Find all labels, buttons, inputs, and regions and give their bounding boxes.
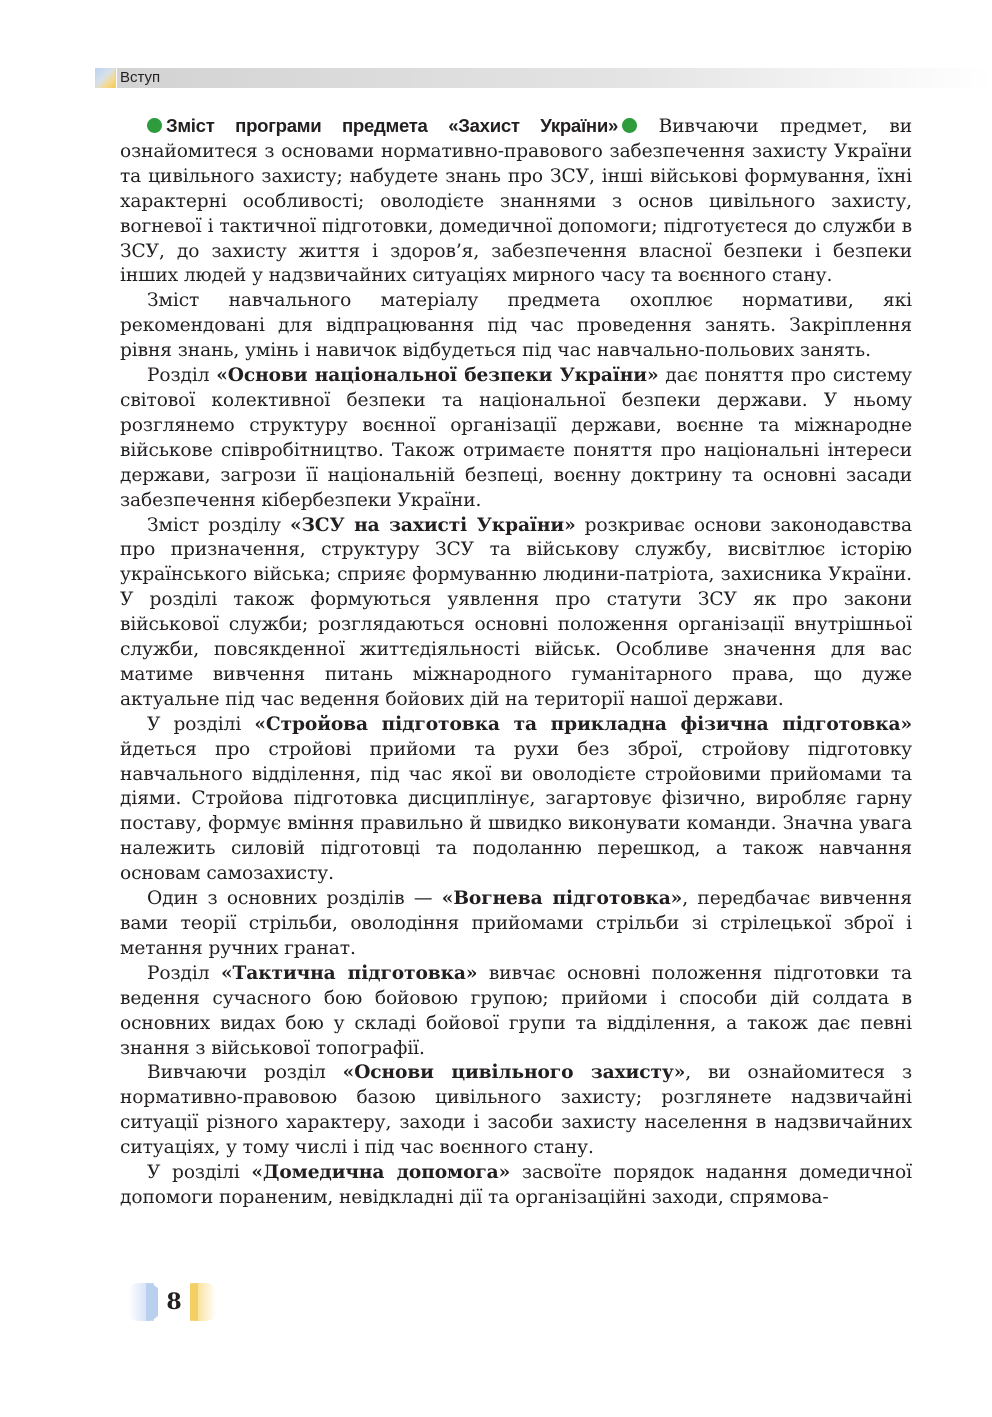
paragraph [120, 887, 912, 962]
section-name: «Стройова підготовка та прикладна фізична підготовка» [254, 713, 912, 735]
paragraph-text: дає поняття про систему світової колективної безпеки та національної безпеки держави. У ньому розглянемо структуру воєнної організації держави, воєнне та міжнародне військове співробітництво. Також отримаєте поняття про національні інтереси держави, загрози її національній безпеці, воєнну доктрину та основні засади забезпечення кібербезпеки України. [120, 365, 913, 511]
paragraph-text: Розділ [147, 365, 217, 387]
green-bullet-icon [622, 118, 637, 133]
paragraph-text: Вивчаючи предмет, ви ознайомитеся з основами нормативно-правового забезпечення захисту України та цивільного захисту; набудете знань про ЗСУ, інші військові формування, їхні характерні особливості; оволодієте знаннями з основ цивільного захисту, вогневої і тактичної підготовки, домедичної допомоги; підготуєтеся до служби в ЗСУ, до захисту життя і здоров’я, забезпечення власної безпеки і безпеки інших людей у надзвичайних ситуаціях мирного часу та воєнного стану. [120, 116, 912, 287]
body-text [120, 114, 912, 1211]
paragraph-text: Розділ [147, 962, 221, 984]
header-bar [95, 68, 992, 88]
paragraph-text: , ви ознайомитеся з нормативно-правовою базою цивільного захисту; розглянете надзвичайні ситуації різного характеру, заходи і засоби захисту населення в надзвичайних ситуаціях, у тому числі і під час воєнного стану. [120, 1062, 912, 1159]
paragraph [120, 1061, 912, 1161]
paragraph-text: , передбачає вивчення вами теорії стрільби, оволодіння прийомами стрільби зі стрілецької зброї і метання ручних гранат. [120, 888, 912, 959]
paragraph [120, 364, 912, 513]
paragraph-text: У розділі [147, 1162, 252, 1184]
intro-paragraph [120, 114, 912, 289]
paragraph-text: розкриває основи законодавства про призначення, структуру ЗСУ та військову службу, висвітлює історію українського війська; сприяє формуванню людини-патріота, захисника України. У розділі також формуються уявлення про статути ЗСУ як про закони військової служби; розглядаються основні положення організації внутрішньої служби, повсякденної життєдіяльності військ. Особливе значення для вас матиме вивчення питань міжнародного гуманітарного права, що дуже актуальне під час ведення бойових дій на території нашої держави. [120, 514, 912, 710]
section-name: «Вогнева підготовка» [441, 888, 683, 910]
green-bullet-icon [147, 118, 162, 133]
paragraph [120, 713, 912, 887]
page-number: 8 [166, 1289, 182, 1315]
page-number-tab [128, 1283, 216, 1321]
paragraph [120, 289, 912, 364]
section-name: «Основи національної безпеки України» [216, 365, 659, 387]
running-header-title: Вступ [120, 69, 161, 86]
section-lead-title: Зміст програми предмета «Захист України» [166, 115, 618, 136]
section-name: «Тактична підготовка» [220, 962, 478, 984]
section-name: «ЗСУ на захисті України» [289, 514, 576, 536]
paragraph-text: У розділі [147, 713, 255, 735]
section-name: «Домедична допомога» [251, 1162, 511, 1184]
paragraph-text: Зміст розділу [147, 514, 290, 536]
paragraph-text: йдеться про стройові прийоми та рухи без зброї, стройову підготовку навчального відділення, під час якої ви оволодієте стройовими прийомами та діями. Стройова підготовка дисциплінує, загартовує фізично, виробляє гарну поставу, формує вміння правильно й швидко виконувати команди. Значна увага належить силовій підготовці та подоланню перешкод, а також навчання основам самозахисту. [120, 738, 912, 885]
header-divider [116, 68, 117, 88]
paragraph-text: Зміст навчального матеріалу предмета охоплює нормативи, які рекомендовані для відпрацювання під час проведення занять. Закріплення рівня знань, умінь і навичок відбудеться під час навчально-польових занять. [120, 290, 912, 362]
paragraph-text: засвоїте порядок надання домедичної допомоги пораненим, невідкладні дії та організаційні заходи, спрямова- [120, 1162, 913, 1208]
paragraph-text: Один з основних розділів — [147, 888, 442, 910]
paragraph-text: вивчає основні положення підготовки та ведення сучасного бою бойовою групою; прийоми і способи дій солдата в основних видах бою у складі бойової групи та відділення, а також дає певні знання з військової топографії. [120, 962, 913, 1059]
paragraph [120, 514, 912, 713]
header-corner-icon [95, 68, 115, 88]
paragraph [120, 962, 912, 1062]
paragraph-text: Вивчаючи розділ [147, 1062, 343, 1084]
paragraph [120, 1161, 912, 1211]
section-name: «Основи цивільного захисту» [342, 1062, 686, 1084]
